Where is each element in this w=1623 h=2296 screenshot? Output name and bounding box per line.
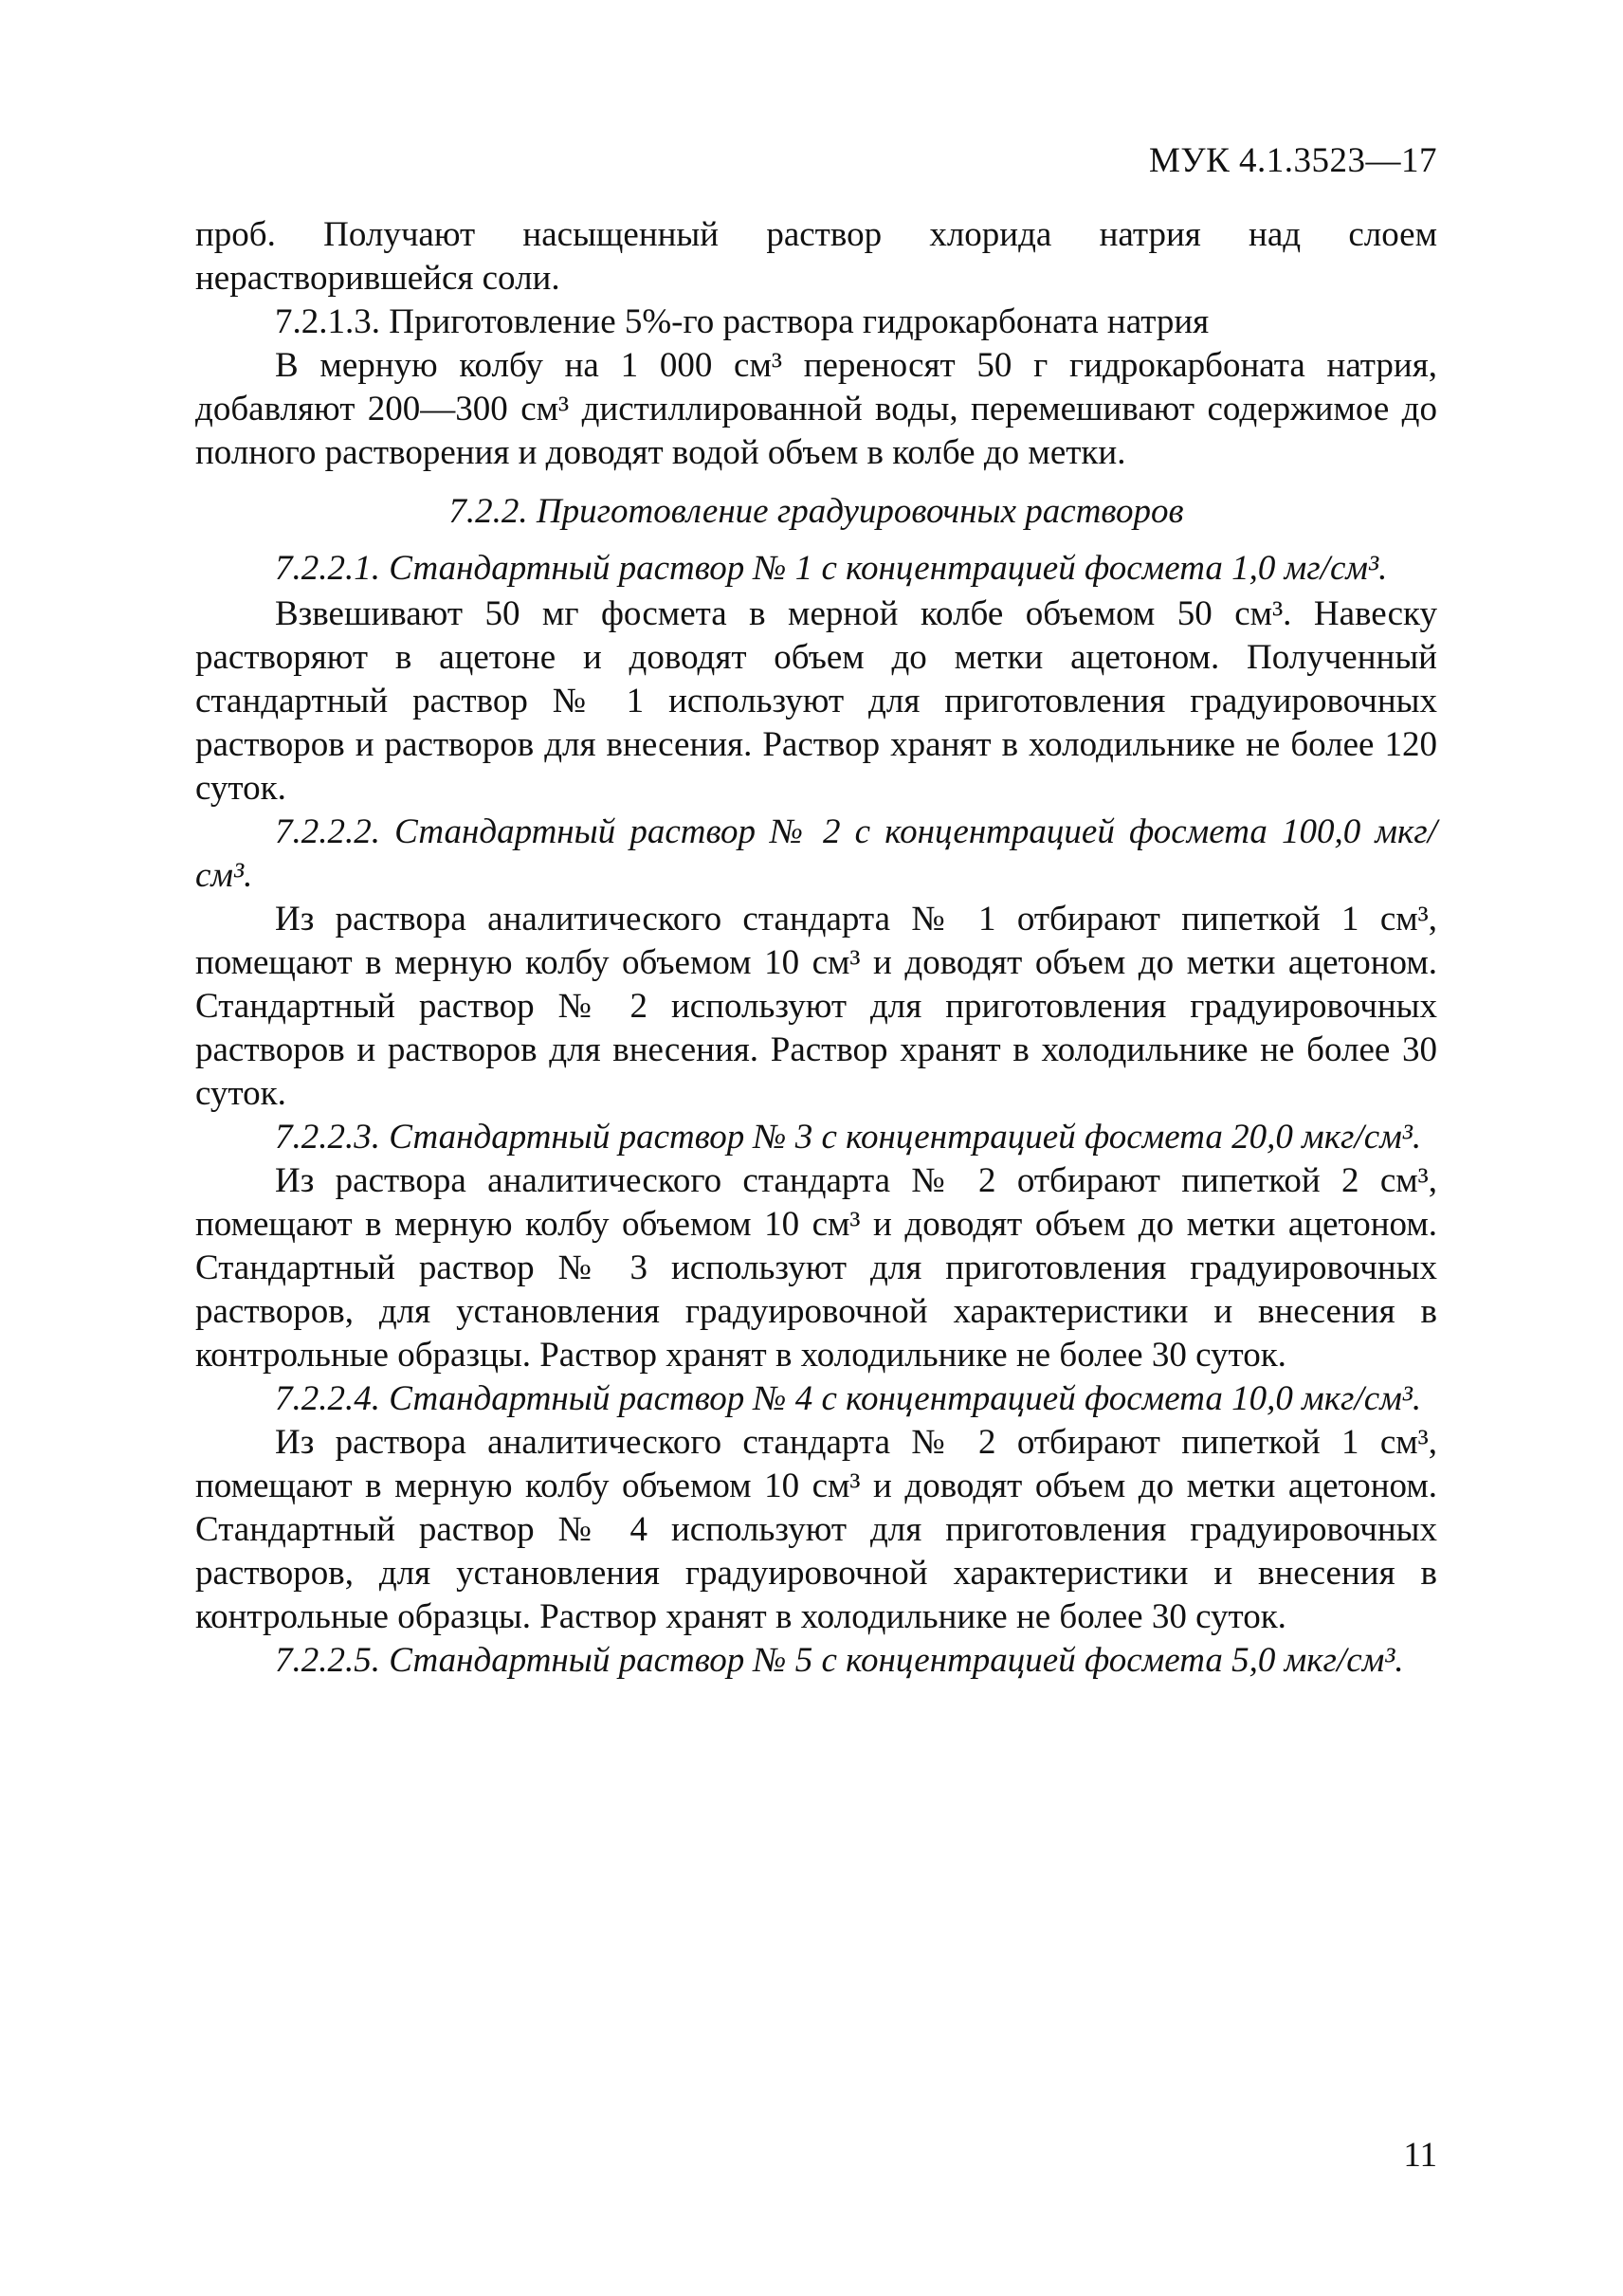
subsection-heading-7-2-2-5: 7.2.2.5. Стандартный раствор № 5 с концентрацией фосмета 5,0 мкг/см³.: [275, 1641, 1404, 1680]
section-heading-7-2-1-3: 7.2.1.3. Приготовление 5%-го раствора гидрокарбоната натрия: [275, 302, 1210, 341]
document-code-header: МУК 4.1.3523—17: [1148, 141, 1437, 180]
subsection-heading-7-2-2-1: 7.2.2.1. Стандартный раствор № 1 с концентрацией фосмета 1,0 мг/см³.: [275, 549, 1388, 588]
paragraph-continuation: проб. Получают насыщенный раствор хлорида натрия над слоем нерастворившейся соли.: [195, 215, 1437, 298]
paragraph-standard-1: Взвешивают 50 мг фосмета в мерной колбе объемом 50 см³. Навеску растворяют в ацетоне и доводят объем до метки ацетоном. Полученный стандартный раствор № 1 используют для приготовления градуировочных растворов и растворов для внесения. Раствор хранят в холодильнике не более 120 суток.: [195, 594, 1437, 808]
page-number: 11: [1403, 2136, 1437, 2175]
section-title-7-2-2: 7.2.2. Приготовление градуировочных растворов: [448, 492, 1184, 531]
subsection-heading-7-2-2-3: 7.2.2.3. Стандартный раствор № 3 с концентрацией фосмета 20,0 мкг/см³.: [275, 1118, 1422, 1157]
paragraph-standard-4: Из раствора аналитического стандарта № 2 отбирают пипеткой 1 см³, помещают в мерную колбу объемом 10 см³ и доводят объем до метки ацетоном. Стандартный раствор № 4 используют для приготовления градуировочных растворов, для установления градуировочной характеристики и внесения в контрольные образцы. Раствор хранят в холодильнике не более 30 суток.: [195, 1423, 1437, 1636]
subsection-heading-7-2-2-4: 7.2.2.4. Стандартный раствор № 4 с концентрацией фосмета 10,0 мкг/см³.: [275, 1379, 1422, 1418]
paragraph-bicarbonate-prep: В мерную колбу на 1 000 см³ переносят 50 г гидрокарбоната натрия, добавляют 200—300 см³ дистиллированной воды, перемешивают содержимое до полного растворения и доводят водой объем в колбе до метки.: [195, 346, 1437, 472]
paragraph-standard-3: Из раствора аналитического стандарта № 2 отбирают пипеткой 2 см³, помещают в мерную колбу объемом 10 см³ и доводят объем до метки ацетоном. Стандартный раствор № 3 используют для приготовления градуировочных растворов, для установления градуировочной характеристики и внесения в контрольные образцы. Раствор хранят в холодильнике не более 30 суток.: [195, 1161, 1437, 1375]
paragraph-standard-2: Из раствора аналитического стандарта № 1 отбирают пипеткой 1 см³, помещают в мерную колбу объемом 10 см³ и доводят объем до метки ацетоном. Стандартный раствор № 2 используют для приготовления градуировочных растворов и растворов для внесения. Раствор хранят в холодильнике не более 30 суток.: [195, 900, 1437, 1113]
subsection-heading-7-2-2-2: 7.2.2.2. Стандартный раствор № 2 с концентрацией фосмета 100,0 мкг/см³.: [195, 812, 1437, 895]
document-body: [195, 213, 1437, 1683]
